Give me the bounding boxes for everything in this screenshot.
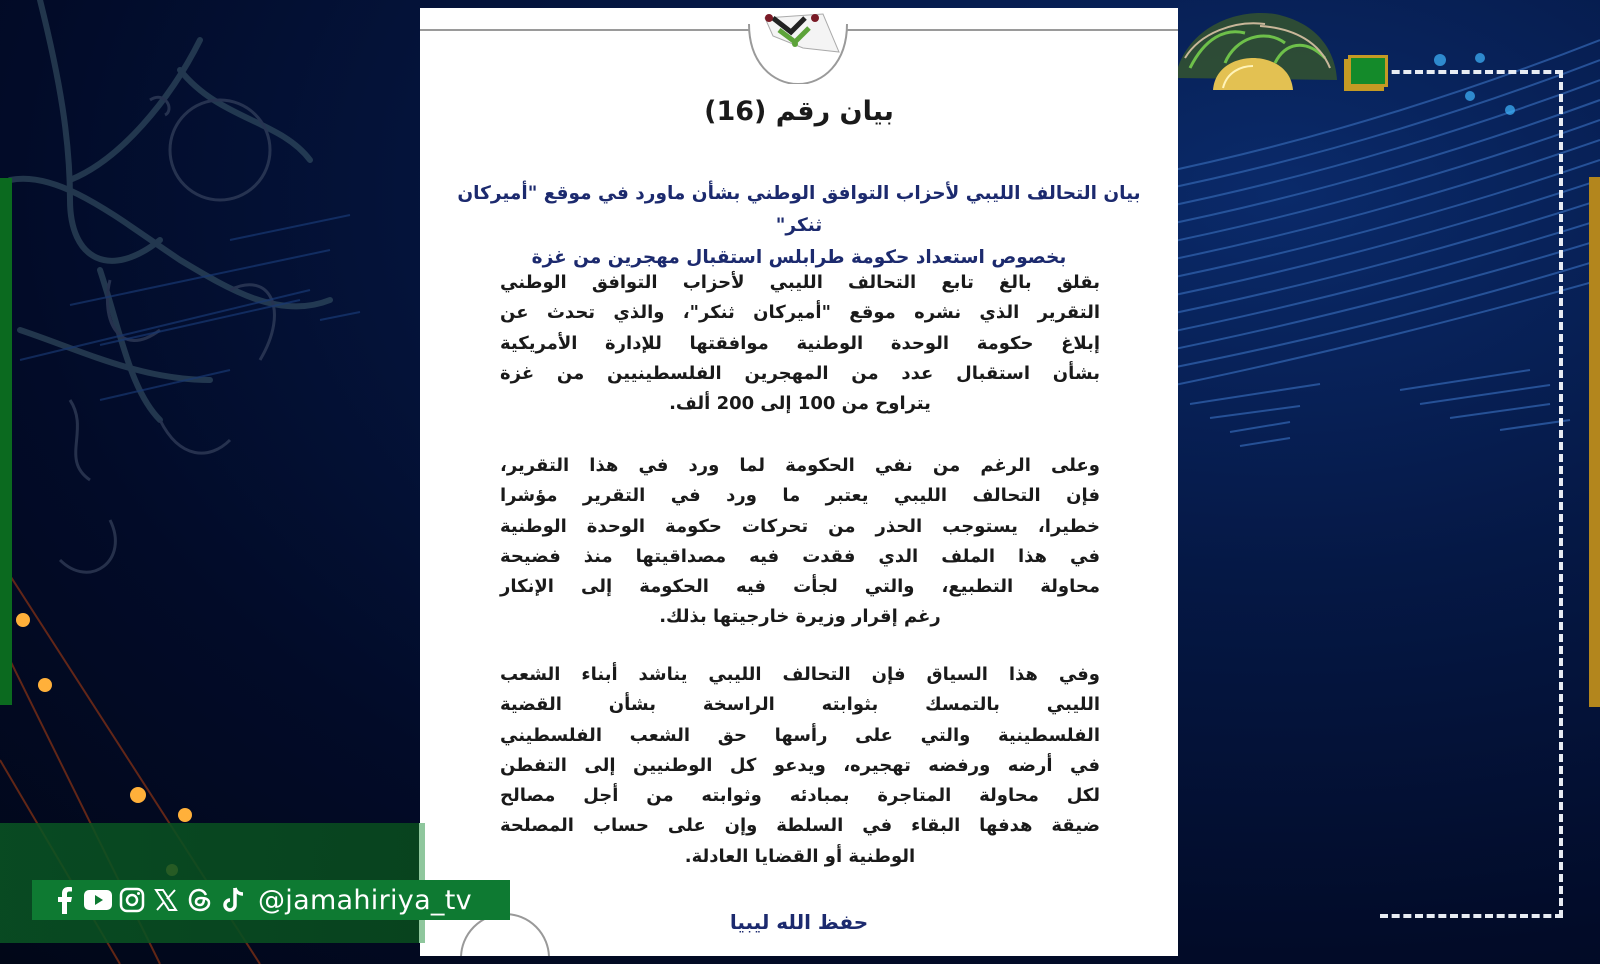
alliance-logo [743,8,853,84]
subtitle-line: بيان التحالف الليبي لأحزاب التوافق الوطني بشأن ماورد في موقع "أميركان ثنكر" [457,183,1141,236]
social-handle-bar [32,880,510,920]
paragraph-line: التقرير الذي نشره موقع "أميركان ثنكر"، والذي تحدث عن [500,302,1100,324]
paragraph-line: بشأن استقبال عدد من المهجرين الفلسطينيين من غزة [500,362,1100,384]
paragraph-line: خطيرا، يستوجب الحذر من تحركات حكومة الوحدة الوطنية [500,515,1100,537]
subtitle-line: بخصوص استعداد حكومة طرابلس استقبال مهجرين من غزة [531,247,1067,268]
paragraph-3 [500,660,1100,872]
paragraph-line: الفلسطينية والتي على رأسها حق الشعب الفلسطيني [500,724,1100,746]
right-accent-bar [1589,177,1600,707]
tiktok-icon[interactable] [220,886,248,914]
facebook-icon[interactable] [50,886,78,914]
statement-subtitle [440,178,1158,274]
paragraph-1 [500,268,1100,419]
x-icon[interactable] [152,886,180,914]
paragraph-line: وفي هذا السياق فإن التحالف الليبي يناشد أبناء الشعب [500,664,1100,685]
instagram-icon[interactable] [118,886,146,914]
left-accent-bar [0,178,12,705]
paragraph-line: وعلى الرغم من نفي الحكومة لما ورد في هذا التقرير، [500,455,1100,476]
paragraph-2 [500,451,1100,633]
youtube-icon[interactable] [84,886,112,914]
statement-title: بيان رقم (16) [704,96,894,127]
closing-phrase: حفظ الله ليبيا [729,910,869,934]
paragraph-line: في هذا الملف الدي فقدت فيه مصداقيتها منذ فضيحة [500,545,1100,567]
statement-document [420,8,1178,956]
paragraph-line: لكل محاولة المتاجرة بمبادئه وثوابته من أجل مصالح [500,785,1100,807]
paragraph-line: محاولة التطبيع، والتي لجأت فيه الحكومة إلى الإنكار [500,576,1100,598]
green-square-marker [1348,55,1388,87]
paragraph-line: الوطنية أو القضايا العادلة. [684,845,916,867]
paragraph-line: يتراوح من 100 إلى 200 ألف. [669,393,931,415]
paragraph-line: بقلق بالغ تابع التحالف الليبي لأحزاب التوافق الوطني [500,272,1100,293]
paragraph-line: إبلاغ حكومة الوحدة الوطنية موافقتها للإدارة الأمريكية [500,332,1100,354]
social-handle[interactable]: @jamahiriya_tv [258,884,472,916]
dashed-frame [1380,70,1563,918]
paragraph-line: ضيقة هدفها البقاء في السلطة وإن على حساب المصلحة [500,815,1100,837]
paragraph-line: فإن التحالف الليبي يعتبر ما ورد في التقرير مؤشرا [500,485,1100,507]
dome-emblem-logo [1165,8,1340,92]
threads-icon[interactable] [186,886,214,914]
paragraph-line: في أرضه ورفضه تهجيره، ويدعو كل الوطنيين إلى التفطن [500,754,1100,776]
paragraph-line: الليبي بالتمسك بثوابته الراسخة بشأن القضية [500,694,1100,716]
paragraph-line: رغم إقرار وزيرة خارجيتها بذلك. [659,606,941,628]
